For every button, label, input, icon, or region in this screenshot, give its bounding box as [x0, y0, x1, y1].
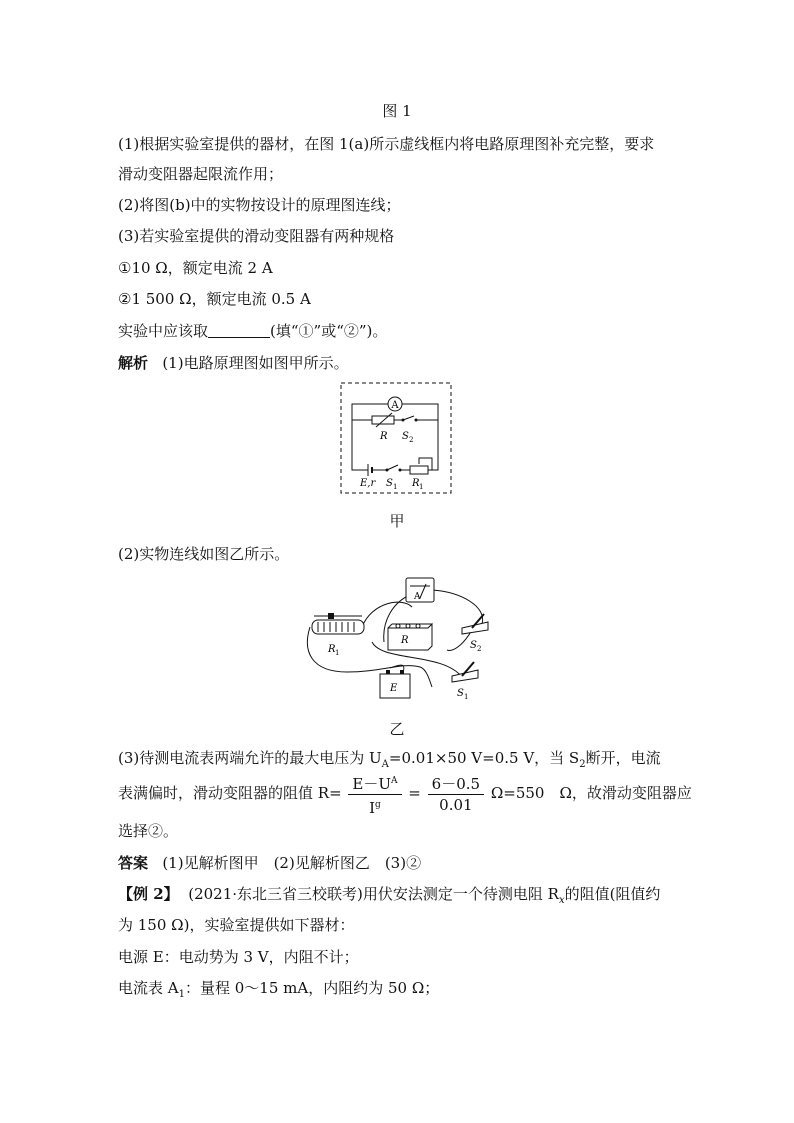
- analysis-3-line-2: [118, 770, 692, 818]
- rheostat-device-sub: 1: [335, 649, 340, 657]
- rheostat-device-label: R: [328, 644, 336, 655]
- a3-l1-pre: (3)待测电流表两端允许的最大电压为 U: [118, 749, 382, 767]
- analysis-line-1: [118, 352, 349, 374]
- R1-label: R: [412, 478, 420, 489]
- question-1: (1)根据实验室提供的器材，在图 1(a)所示虚线框内将电路原理图补充完整，要求: [118, 135, 655, 153]
- frac1-num: E－U: [352, 774, 392, 793]
- ex2-l4-sub: 1: [178, 989, 185, 1000]
- analysis-1-text: (1)电路原理图如图甲所示。: [162, 354, 349, 372]
- example-2-label: 【例 2】: [118, 885, 179, 903]
- question-1-cont: 滑动变阻器起限流作用；: [118, 165, 284, 183]
- question-3: (3)若实验室提供的滑动变阻器有两种规格: [118, 227, 395, 245]
- wiring-diagram-yi: [302, 572, 498, 702]
- a3-l1-sub2: 2: [579, 759, 586, 770]
- answer-text: (1)见解析图甲 (2)见解析图乙 (3)②: [162, 854, 422, 872]
- S2-sub: 2: [409, 436, 414, 444]
- R-label: R: [380, 431, 388, 442]
- analysis-3-line-3: 选择②。: [118, 822, 179, 840]
- frac1-den-sup: g: [375, 799, 381, 810]
- rheostat-device: [312, 620, 364, 634]
- figure-jia-caption: 甲: [389, 512, 405, 530]
- answer-blank: [208, 323, 270, 338]
- S1-label: S: [386, 478, 393, 489]
- example-2-line-1: [118, 883, 660, 912]
- switch-S1-sub: 1: [464, 693, 469, 701]
- fraction-1: [348, 771, 401, 818]
- a3-eq: =: [408, 784, 421, 802]
- R1-sub: 1: [419, 483, 424, 491]
- switch-S2-sub: 2: [477, 645, 482, 653]
- example-2-line-4: [118, 977, 439, 1006]
- switch-S1-label: S: [457, 688, 464, 699]
- ammeter-label: A: [391, 400, 399, 411]
- figure1-caption: 图 1: [382, 102, 412, 120]
- figure-yi-caption: 乙: [389, 720, 405, 738]
- Er-label: E,r: [360, 478, 376, 489]
- a3-l2-post: Ω=550 Ω，故滑动变阻器应: [490, 784, 692, 802]
- a3-l1-end: 断开，电流: [585, 749, 661, 767]
- S2-label: S: [402, 431, 409, 442]
- ex2-l4-pre: 电流表 A: [118, 979, 179, 997]
- switch-S2: [403, 416, 414, 420]
- example-2-line-2: 为 150 Ω)，实验室提供如下器材：: [118, 916, 355, 934]
- ammeter-device-label: A: [414, 592, 421, 602]
- S1-sub: 1: [393, 483, 398, 491]
- answer-line: [118, 852, 421, 874]
- analysis-2: (2)实物连线如图乙所示。: [118, 545, 290, 563]
- frac1-num-sup: A: [391, 775, 398, 786]
- a3-l1-post: =0.01×50 V=0.5 V，当 S: [388, 749, 580, 767]
- battery-device-label: E: [390, 683, 398, 694]
- fill-suffix: (填“①”或“②”)。: [270, 322, 388, 340]
- ex2-l1-sub: x: [558, 895, 565, 906]
- ex2-l1-post: 的阻值(阻值约: [564, 885, 661, 903]
- example-2-line-3: 电源 E：电动势为 3 V，内阻不计；: [118, 948, 359, 966]
- answer-label: 答案: [118, 854, 149, 872]
- circuit-diagram-jia: [340, 382, 452, 494]
- a3-l2-pre: 表满偏时，滑动变阻器的阻值 R=: [118, 784, 342, 802]
- ex2-l4-post: ：量程 0～15 mA，内阻约为 50 Ω；: [184, 979, 440, 997]
- frac2-num: 6－0.5: [428, 774, 484, 795]
- frac1-den: I: [369, 798, 376, 817]
- option-2: ②1 500 Ω，额定电流 0.5 A: [118, 290, 311, 308]
- switch-S2-label: S: [470, 640, 477, 651]
- fraction-2: [428, 774, 484, 815]
- resistance-box: [388, 624, 432, 650]
- fill-in-line: [118, 320, 387, 342]
- analysis-label: 解析: [118, 354, 149, 372]
- a3-l1-sub: A: [381, 759, 389, 770]
- rheostat-R1: [410, 466, 428, 474]
- frac2-den: 0.01: [439, 795, 473, 814]
- question-2: (2)将图(b)中的实物按设计的原理图连线；: [118, 196, 401, 214]
- resistance-box-label: R: [401, 635, 409, 646]
- ex2-l1-pre: (2021·东北三省三校联考)用伏安法测定一个待测电阻 R: [188, 885, 559, 903]
- option-1: ①10 Ω，额定电流 2 A: [118, 259, 273, 277]
- switch-S1: [387, 465, 398, 470]
- resistor-R: [372, 416, 394, 424]
- fill-prefix: 实验中应该取: [118, 322, 209, 340]
